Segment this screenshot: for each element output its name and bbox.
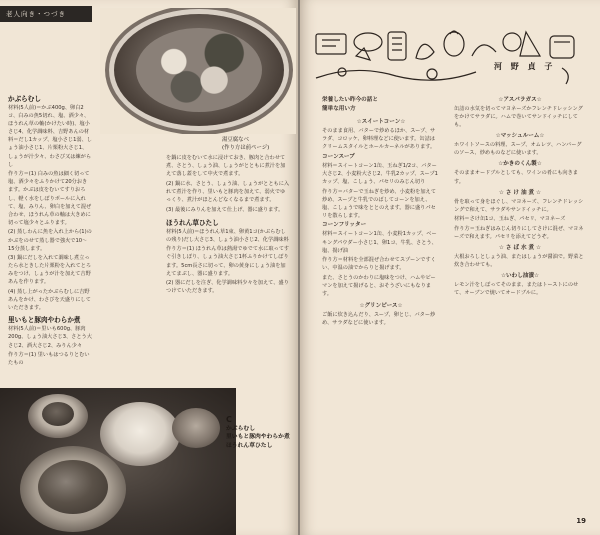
chapter-tab: 老人向き・つづき — [0, 6, 92, 22]
green-peas-title: ☆グリンピース☆ — [359, 303, 403, 310]
lidded-bowl — [172, 408, 220, 448]
salmon-title: ☆ さ け 油 煮 ☆ — [498, 189, 542, 196]
satoimo-step-1: 作り方＝(1) 里いもはつるりとむいたもの — [8, 352, 90, 367]
left-page — [0, 0, 298, 535]
satoimo-continued-1: を鍋に皮をむいて水に浸けておき、豚肉と合わせて煮、さとう、しょう油、しょうがとともに煮汁を加えて落し蓋をして中火で煮ます。 — [166, 155, 286, 178]
page-number: 19 — [576, 517, 586, 525]
corn-fritter-ingredients: 材料＝スイートコーン1缶、小麦粉1カップ、ベーキングパウダー小さじ1、卵1コ、牛乳、さとう、塩、揚げ油 — [322, 231, 437, 254]
corn-soup-ingredients: 材料＝スイートコーン1缶、玉ねぎ1/2コ、バター大さじ2、小麦粉大さじ2、牛乳2カップ、スープ1カップ、塩、こしょう、パセリのみじん切り — [322, 162, 438, 185]
dishes-photo — [0, 388, 236, 535]
corn-soup-method: 作り方＝バターで玉ねぎを炒め、小麦粉を加えて炒め、スープと牛乳でのばしてコーンを加え、塩、こしょうで味をととのえます。器に盛りパセリを散らします。 — [322, 188, 436, 219]
right-column-2 — [454, 96, 586, 299]
bowl-small-food — [42, 402, 74, 426]
earthen-pot — [114, 14, 284, 126]
corn-fritter-method: 作り方＝材料を全部混ぜ合わせてスプーンですくい、中温の油でからりと揚げます。 — [322, 257, 436, 272]
mushroom-text: ホワイトソースの料理、スープ、オムレツ、ハンバーグのソース、炒めものなどに使います。 — [454, 142, 582, 157]
salmon-text: 骨を取って身をほぐし、マヨネーズ、フレンチドレッシングで和えて、サラダやサンドイッチに。 — [454, 198, 584, 213]
horenso-step-2: (2) 器にだしを注ぎ、化学調味料少々を加えて、盛りつけていただきます。 — [166, 280, 289, 295]
salmon-ingredients: 材料＝さけ缶1コ、玉ねぎ、パセリ、マヨネーズ — [454, 216, 566, 223]
kabura-section — [8, 94, 92, 369]
kabura-step-1: 作り方＝(1) 白みの魚は細く切って塩、酒少々をふりかけて20分おきます。かぶは皮をむいてすりおろし、軽く水をしぼりボールに入れて、塩、みりん、卵白を加えて混ぜ合わせ、ほうれん草の軸は大きめに切って塩少々とふります。 — [8, 171, 92, 226]
satoimo-ingredients: 材料(5人前)＝里いも600g、豚肉200g、しょう油大さじ3、さとう大さじ2、酒大さじ2、みりん少々 — [8, 326, 92, 349]
green-peas-text: ご飯に炊き込んだり、スープ、卵とじ、バター炒め、サラダなどに使います。 — [322, 312, 436, 327]
corn-fritter-note: また、さとうのかわりに塩味をつけ、ハムやピーマンを加えて揚げると、おそうざいにもなります。 — [322, 274, 436, 298]
bowl-small — [28, 394, 88, 438]
photo-label: 湯豆腐なべ (作り方は前ページ) — [222, 137, 270, 151]
kabura-ingredients: 材料(5人前)＝かぶ400g、卵白2コ、白みの魚5切れ、塩、酒少々、ほうれん草の軸(かけたい時)、塩小さじ4、化学調味料、吉野あんの材料＝だし1カップ、塩小さじ1弱、しょう油小さじ1、片栗粉大さじ1、しょうが汁少々、わさび又は練がらし — [8, 105, 92, 168]
asparagus-text: 缶詰の水気を切ってマヨネーズかフレンチドレッシングをかけてサラダに。ハムで巻いてサンドイッチにしても。 — [454, 106, 583, 129]
kabura-step-3: (3) 鍋にだしを入れて調味し煮立ったら水ときした片栗粉を入れてとろみをつけ、しょうが汁を加えて吉野あんを作ります。 — [8, 255, 92, 286]
mushroom-title: ☆マッシュルーム☆ — [495, 133, 545, 140]
horenso-ingredients: 材料(5人前)＝ほうれん草1束、卵黄1コ(かぶらむしの残り)だし大さじ3、しょう油小さじ2、化学調味料 — [166, 228, 289, 243]
horenso-title: ほうれん草ひたし — [166, 218, 219, 227]
sardine-text: レモン汁をしぼってそのまま、またはトーストにのせて、オーブンで焼いてオードブルに。 — [454, 282, 579, 297]
horenso-step-1: 作り方＝(1) ほうれん草は熱湯でゆでて水に取ってすぐ引きしぼり、しょう油大さじ1杯ふりかけてしぼります。5cm長さに切って、卵の黄身にしょう油を加えてまぶし、器に盛ります。 — [166, 246, 290, 277]
hot-pot-photo — [100, 8, 296, 134]
caption-line-2: 里いもと豚肉やわらか煮 — [226, 434, 290, 441]
kabura-title: かぶらむし — [8, 95, 41, 103]
photo-caption — [226, 416, 298, 450]
soup-bowl — [100, 402, 180, 466]
pot-contents — [136, 28, 262, 112]
satoimo-continued-3: (3) 最後にみりんを加えて仕上げ、器に盛ります。 — [166, 206, 284, 213]
header-illustration — [312, 28, 588, 90]
vegetable-doodle-icon — [312, 28, 588, 90]
salmon-method: 作り方＝玉ねぎはみじん切りにしてさけに混ぜ、マヨネーズで和えます。パセリを添えてどうぞ。 — [454, 225, 584, 241]
author-name: 河 野 貞 子 — [494, 62, 556, 71]
caption-letter: C — [226, 415, 232, 424]
mackerel-text: 大根おろしとしょう油、またはしょうが醤油で。野菜と炊き合わせても。 — [454, 254, 584, 269]
plate-food — [38, 460, 108, 514]
corn-soup-title: コーンスープ — [322, 153, 355, 160]
caption-line-1: かぶらむし — [226, 425, 255, 432]
caption-line-3: ほうれん草ひたし — [226, 442, 273, 449]
satoimo-title: 里いもと豚肉やわらか煮 — [8, 316, 81, 325]
mackerel-title: ☆ さ ば 水 煮 ☆ — [498, 245, 542, 252]
asparagus-title: ☆アスパラガス☆ — [498, 97, 542, 103]
sweet-corn-text: そのまま食用、バターで炒めるほか、スープ、サラダ、コロッケ、卵料理などに使います。缶詰はクリームスタイルとホールカーネルがあります。 — [322, 128, 436, 151]
sardine-title: ☆いわし油漬☆ — [501, 273, 539, 280]
sweet-corn-title: ☆スイートコーン☆ — [356, 119, 406, 125]
smoked-oyster-title: ☆かきのくん製☆ — [498, 161, 542, 168]
kabura-step-4: (4) 蒸し上がったかぶらむしに吉野あんをかけ、わさびを天盛りにしていただきます。 — [8, 289, 91, 312]
plate-large — [20, 446, 126, 532]
intro-subtitle: 簡単な用い方 — [322, 106, 356, 112]
intro-title: 栄養したい昨今の話と — [322, 97, 378, 103]
corn-fritter-title: コーンフリッター — [322, 222, 367, 229]
left-page-column-2 — [166, 154, 290, 297]
satoimo-continued-2: (2) 鍋に水、さとう、しょう油、しょうがとともに入れて煮汁を作り、里いもと豚肉を加えて、弱火でゆっくり、煮汁がほとんどなくなるまで煮ます。 — [166, 180, 290, 203]
right-column-1 — [322, 96, 440, 329]
smoked-oyster-text: そのままオードブルとしても、ワインの肴にも向きます。 — [454, 170, 578, 185]
kabura-step-2: (2) 蒸しわんに魚を入れ上から(1)のかぶをのせて蒸し器で強火で10〜15分蒸します。 — [8, 229, 92, 252]
